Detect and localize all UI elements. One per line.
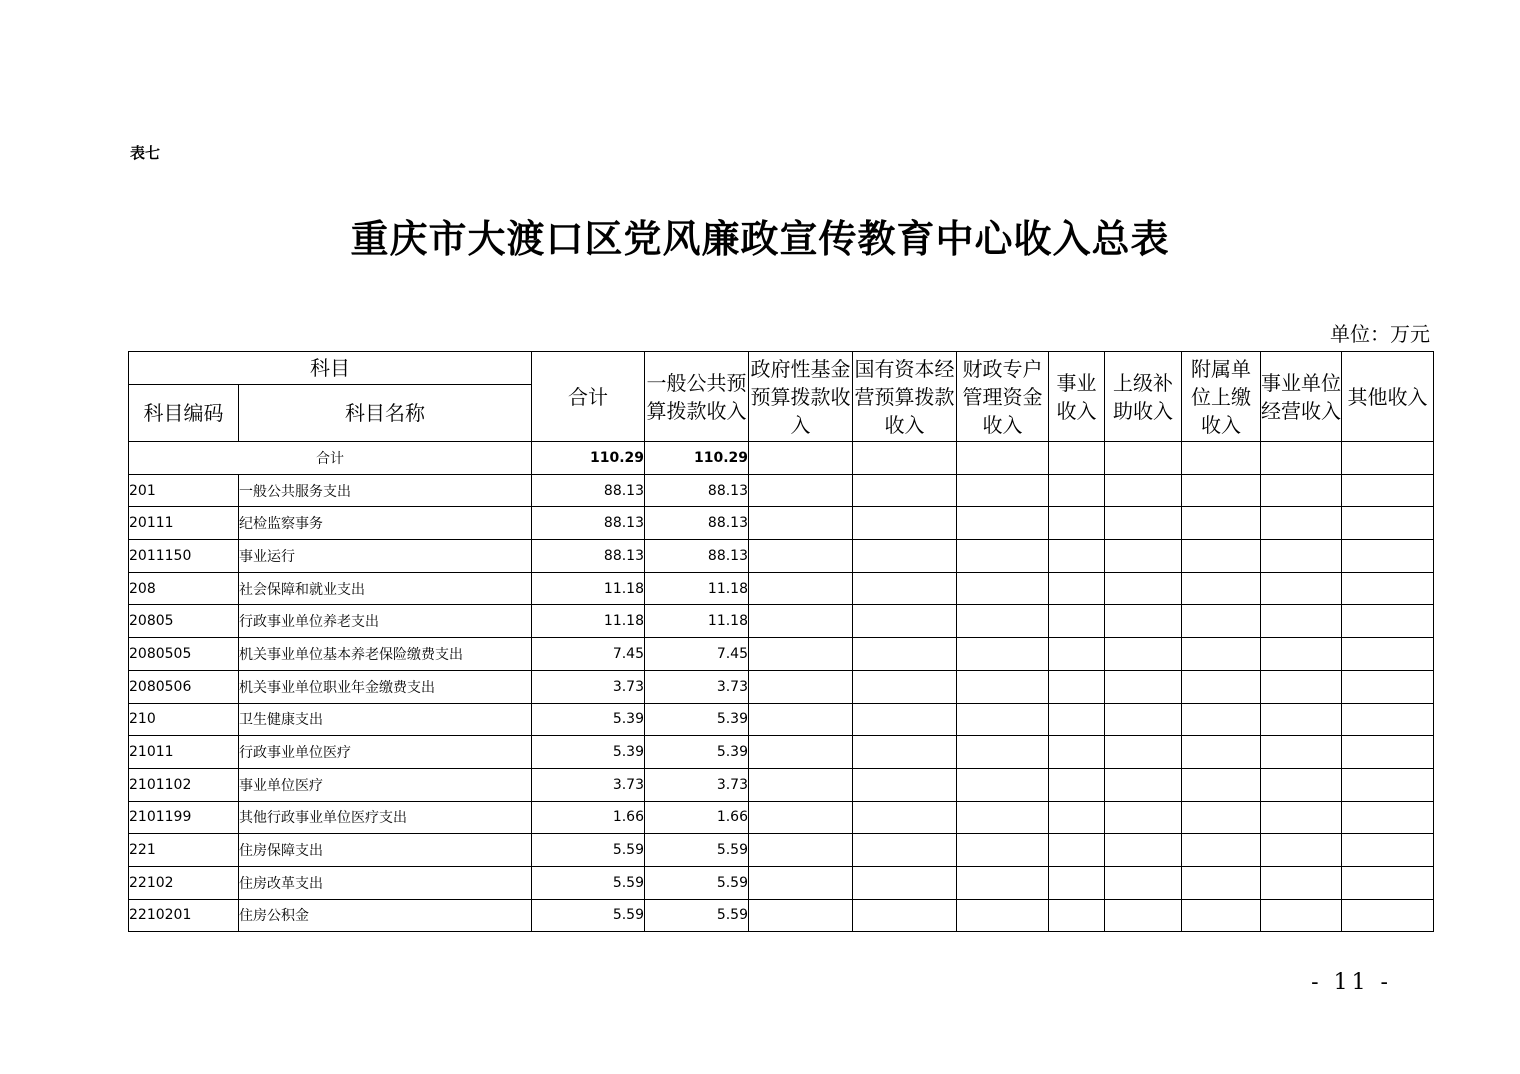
empty-cell [749, 670, 853, 703]
empty-cell [1105, 605, 1182, 638]
row-general-budget: 5.39 [645, 703, 749, 736]
empty-cell [1342, 834, 1434, 867]
row-name: 事业单位医疗 [239, 768, 532, 801]
total-general-budget: 110.29 [645, 442, 749, 475]
empty-cell [749, 540, 853, 573]
empty-cell [1182, 736, 1261, 769]
table-row [129, 474, 1434, 507]
empty-cell [1342, 899, 1434, 932]
empty-cell [1049, 899, 1105, 932]
empty-cell [1049, 507, 1105, 540]
row-general-budget: 88.13 [645, 474, 749, 507]
empty-cell [957, 899, 1049, 932]
row-code: 2011150 [129, 540, 239, 573]
empty-cell [1105, 768, 1182, 801]
row-code: 201 [129, 474, 239, 507]
empty-cell [1261, 670, 1342, 703]
row-name: 住房保障支出 [239, 834, 532, 867]
row-name: 一般公共服务支出 [239, 474, 532, 507]
row-code: 2080506 [129, 670, 239, 703]
row-general-budget: 11.18 [645, 605, 749, 638]
row-name: 行政事业单位养老支出 [239, 605, 532, 638]
header-state-capital: 国有资本经营预算拨款收入 [853, 352, 957, 442]
empty-cell [1105, 670, 1182, 703]
income-summary-table [128, 351, 1434, 932]
row-total: 11.18 [532, 572, 645, 605]
empty-cell [853, 540, 957, 573]
row-total: 5.59 [532, 834, 645, 867]
empty-cell [1049, 801, 1105, 834]
empty-cell [1342, 507, 1434, 540]
empty-cell [1182, 834, 1261, 867]
empty-cell [749, 572, 853, 605]
empty-cell [1342, 801, 1434, 834]
row-code: 2101199 [129, 801, 239, 834]
empty-cell [957, 507, 1049, 540]
row-general-budget: 5.59 [645, 834, 749, 867]
header-name: 科目名称 [239, 385, 532, 442]
row-total: 3.73 [532, 670, 645, 703]
empty-cell [957, 638, 1049, 671]
row-code: 20805 [129, 605, 239, 638]
empty-cell [853, 703, 957, 736]
unit-label: 单位：万元 [1330, 322, 1430, 346]
row-code: 208 [129, 572, 239, 605]
empty-cell [1261, 638, 1342, 671]
empty-cell [1049, 703, 1105, 736]
empty-cell [749, 866, 853, 899]
empty-cell [1182, 605, 1261, 638]
row-code: 210 [129, 703, 239, 736]
empty-cell [1261, 866, 1342, 899]
table-row [129, 605, 1434, 638]
empty-cell [957, 605, 1049, 638]
row-code: 20111 [129, 507, 239, 540]
empty-cell [1342, 703, 1434, 736]
empty-cell [957, 670, 1049, 703]
header-fiscal-special: 财政专户管理资金收入 [957, 352, 1049, 442]
empty-cell [957, 866, 1049, 899]
row-code: 2101102 [129, 768, 239, 801]
empty-cell [749, 507, 853, 540]
row-name: 住房公积金 [239, 899, 532, 932]
empty-cell [1105, 866, 1182, 899]
empty-cell [1342, 866, 1434, 899]
row-name: 机关事业单位基本养老保险缴费支出 [239, 638, 532, 671]
empty-cell [957, 768, 1049, 801]
header-subject: 科目 [129, 352, 532, 385]
empty-cell [1342, 768, 1434, 801]
empty-cell [1182, 474, 1261, 507]
table-row [129, 572, 1434, 605]
table-row [129, 866, 1434, 899]
empty-cell [853, 474, 957, 507]
header-operation: 事业单位经营收入 [1261, 352, 1342, 442]
table-row [129, 670, 1434, 703]
row-name: 事业运行 [239, 540, 532, 573]
empty-cell [749, 474, 853, 507]
empty-cell [749, 834, 853, 867]
empty-cell [1105, 474, 1182, 507]
empty-cell [1261, 605, 1342, 638]
table-row [129, 768, 1434, 801]
empty-cell [1261, 572, 1342, 605]
empty-cell [1342, 736, 1434, 769]
empty-cell [1049, 736, 1105, 769]
header-other: 其他收入 [1342, 352, 1434, 442]
empty-cell [853, 638, 957, 671]
row-total: 88.13 [532, 540, 645, 573]
row-total: 11.18 [532, 605, 645, 638]
empty-cell [1182, 540, 1261, 573]
row-name: 卫生健康支出 [239, 703, 532, 736]
row-total: 3.73 [532, 768, 645, 801]
empty-cell [1049, 572, 1105, 605]
empty-cell [853, 801, 957, 834]
table-row [129, 801, 1434, 834]
row-total: 1.66 [532, 801, 645, 834]
header-total: 合计 [532, 352, 645, 442]
empty-cell [749, 768, 853, 801]
row-general-budget: 5.39 [645, 736, 749, 769]
empty-cell [1342, 540, 1434, 573]
empty-cell [1182, 572, 1261, 605]
row-code: 221 [129, 834, 239, 867]
empty-cell [1105, 736, 1182, 769]
row-name: 行政事业单位医疗 [239, 736, 532, 769]
row-code: 21011 [129, 736, 239, 769]
empty-cell [957, 572, 1049, 605]
row-general-budget: 5.59 [645, 866, 749, 899]
empty-cell [1049, 605, 1105, 638]
empty-cell [749, 605, 853, 638]
empty-cell [1342, 670, 1434, 703]
row-general-budget: 1.66 [645, 801, 749, 834]
empty-cell [1105, 703, 1182, 736]
empty-cell [1261, 540, 1342, 573]
row-code: 2080505 [129, 638, 239, 671]
empty-cell [1049, 474, 1105, 507]
empty-cell [1261, 801, 1342, 834]
empty-cell [853, 572, 957, 605]
row-total: 88.13 [532, 474, 645, 507]
row-total: 88.13 [532, 507, 645, 540]
empty-cell [1261, 736, 1342, 769]
empty-cell [853, 899, 957, 932]
empty-cell [749, 801, 853, 834]
empty-cell [749, 638, 853, 671]
empty-cell [1261, 834, 1342, 867]
empty-cell [1182, 670, 1261, 703]
table-row [129, 834, 1434, 867]
row-general-budget: 3.73 [645, 768, 749, 801]
total-row [129, 442, 1434, 475]
empty-cell [853, 736, 957, 769]
empty-cell [957, 703, 1049, 736]
header-gov-fund: 政府性基金预算拨款收入 [749, 352, 853, 442]
empty-cell [749, 736, 853, 769]
row-general-budget: 88.13 [645, 540, 749, 573]
header-superior-subsidy: 上级补助收入 [1105, 352, 1182, 442]
empty-cell [1182, 899, 1261, 932]
header-business-income: 事业收入 [1049, 352, 1105, 442]
row-total: 5.59 [532, 866, 645, 899]
row-total: 5.39 [532, 736, 645, 769]
empty-cell [853, 834, 957, 867]
empty-cell [957, 736, 1049, 769]
empty-cell [1049, 638, 1105, 671]
row-code: 22102 [129, 866, 239, 899]
row-name: 住房改革支出 [239, 866, 532, 899]
empty-cell [1049, 768, 1105, 801]
total-label: 合计 [129, 442, 532, 475]
row-name: 社会保障和就业支出 [239, 572, 532, 605]
empty-cell [1342, 474, 1434, 507]
row-name: 纪检监察事务 [239, 507, 532, 540]
row-name: 其他行政事业单位医疗支出 [239, 801, 532, 834]
page-title: 重庆市大渡口区党风廉政宣传教育中心收入总表 [350, 216, 1170, 261]
empty-cell [1182, 801, 1261, 834]
empty-cell [1105, 834, 1182, 867]
table-label: 表七 [130, 144, 161, 162]
table-row [129, 703, 1434, 736]
empty-cell [1105, 507, 1182, 540]
empty-cell [853, 670, 957, 703]
row-general-budget: 88.13 [645, 507, 749, 540]
empty-cell [1182, 638, 1261, 671]
empty-cell [957, 474, 1049, 507]
empty-cell [853, 507, 957, 540]
empty-cell [957, 801, 1049, 834]
row-total: 5.39 [532, 703, 645, 736]
table-row [129, 899, 1434, 932]
row-general-budget: 3.73 [645, 670, 749, 703]
row-code: 2210201 [129, 899, 239, 932]
row-total: 5.59 [532, 899, 645, 932]
empty-cell [1105, 801, 1182, 834]
empty-cell [1342, 605, 1434, 638]
table-row [129, 540, 1434, 573]
row-total: 7.45 [532, 638, 645, 671]
empty-cell [1342, 572, 1434, 605]
empty-cell [1049, 670, 1105, 703]
empty-cell [1261, 899, 1342, 932]
empty-cell [1261, 507, 1342, 540]
empty-cell [1105, 638, 1182, 671]
empty-cell [1342, 638, 1434, 671]
page-number: - 11 - [1311, 970, 1392, 995]
empty-cell [853, 866, 957, 899]
empty-cell [1261, 474, 1342, 507]
header-general-budget: 一般公共预算拨款收入 [645, 352, 749, 442]
empty-cell [1182, 507, 1261, 540]
row-general-budget: 5.59 [645, 899, 749, 932]
row-general-budget: 11.18 [645, 572, 749, 605]
table-row [129, 736, 1434, 769]
empty-cell [1105, 572, 1182, 605]
empty-cell [1182, 703, 1261, 736]
empty-cell [1182, 866, 1261, 899]
empty-cell [853, 768, 957, 801]
header-affiliated: 附属单位上缴收入 [1182, 352, 1261, 442]
row-general-budget: 7.45 [645, 638, 749, 671]
empty-cell [749, 899, 853, 932]
empty-cell [749, 703, 853, 736]
empty-cell [1049, 540, 1105, 573]
empty-cell [1049, 866, 1105, 899]
empty-cell [957, 540, 1049, 573]
empty-cell [1182, 768, 1261, 801]
row-name: 机关事业单位职业年金缴费支出 [239, 670, 532, 703]
empty-cell [1261, 768, 1342, 801]
empty-cell [1105, 540, 1182, 573]
total-amount: 110.29 [532, 442, 645, 475]
empty-cell [853, 605, 957, 638]
header-code: 科目编码 [129, 385, 239, 442]
empty-cell [957, 834, 1049, 867]
empty-cell [1049, 834, 1105, 867]
empty-cell [1261, 703, 1342, 736]
table-row [129, 507, 1434, 540]
empty-cell [1105, 899, 1182, 932]
table-row [129, 638, 1434, 671]
